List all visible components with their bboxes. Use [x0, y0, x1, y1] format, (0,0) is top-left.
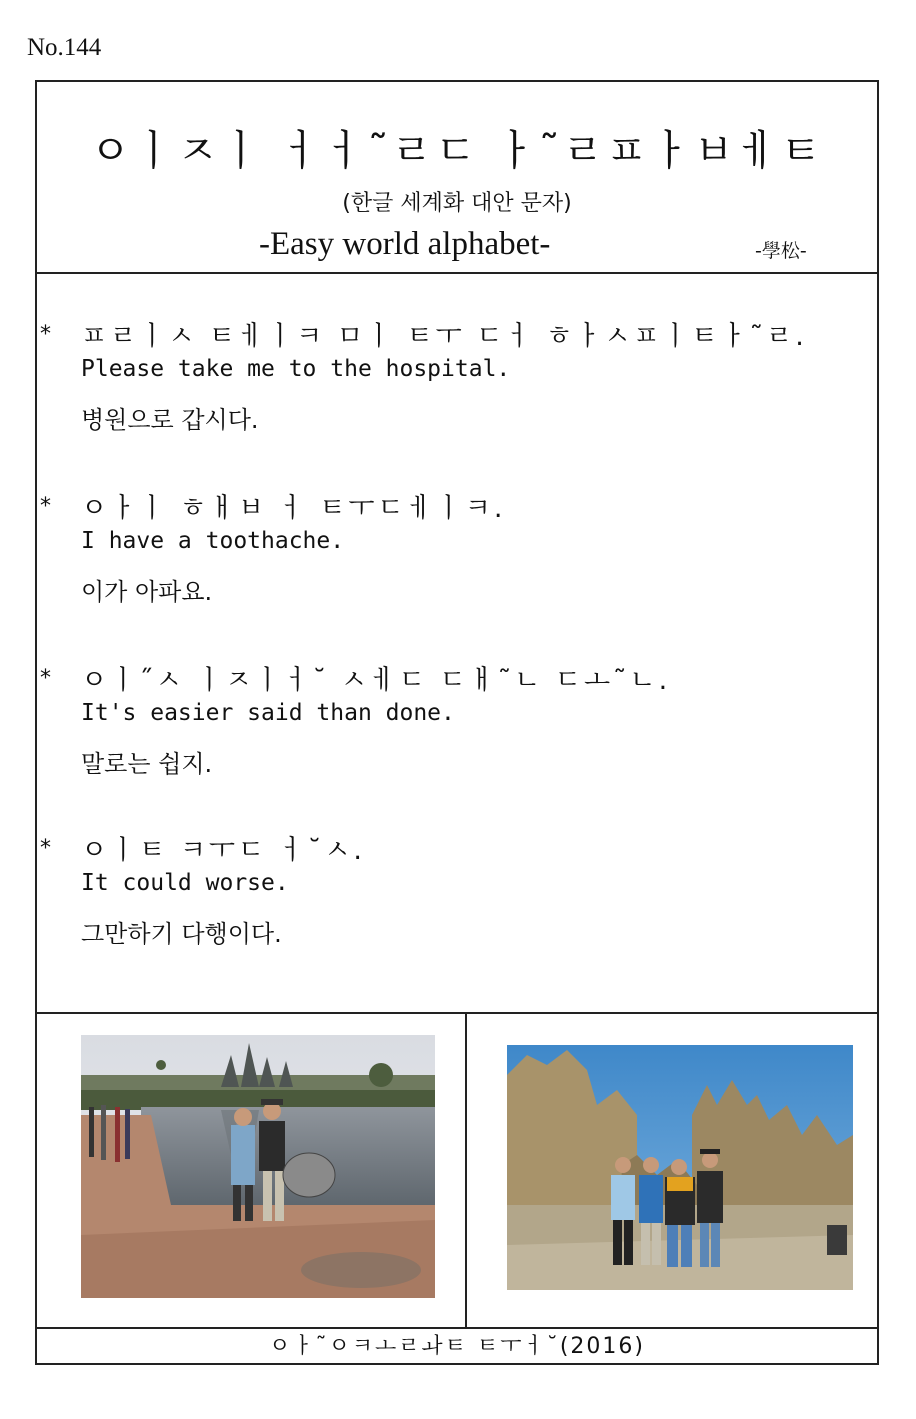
photo-divider [465, 1012, 467, 1327]
phrase-korean: 말로는 쉽지. [81, 750, 213, 778]
phrase-english: Please take me to the hospital. [81, 356, 511, 382]
page-number: No.144 [27, 34, 102, 61]
phrase-script: ㅇㅏㅣ ㅎㅐㅂ ㅓ ㅌㅜㄷㅔㅣㅋ. [81, 493, 506, 524]
bayon-temple-photo [507, 1045, 853, 1290]
bullet: * [40, 322, 51, 347]
phrase-list [37, 272, 877, 1014]
author-name: -學松- [755, 240, 807, 262]
bullet: * [40, 666, 51, 691]
bullet: * [40, 836, 51, 861]
footer-script: ㅇㅏ˜ㅇㅋㅗㄹㅘㅌ ㅌㅜㅓ˘ [269, 1334, 560, 1359]
phrase-script: ㅍㄹㅣㅅ ㅌㅔㅣㅋ ㅁㅣ ㅌㅜ ㄷㅓ ㅎㅏㅅㅍㅣㅌㅏ˜ㄹ. [81, 321, 807, 352]
photo-section [37, 1012, 877, 1329]
phrase-english: I have a toothache. [81, 528, 345, 554]
footer [37, 1329, 877, 1365]
header [37, 82, 877, 274]
temple-pond-image [81, 1035, 435, 1298]
phrase-korean: 병원으로 갑시다. [81, 406, 259, 434]
phrase-script: ㅇㅣㅌ ㅋㅜㄷ ㅓ˘ㅅ. [81, 835, 365, 866]
phrase-korean: 그만하기 다행이다. [81, 920, 282, 948]
page-subtitle: (한글 세계화 대안 문자) [342, 191, 572, 216]
phrase-english: It's easier said than done. [81, 700, 455, 726]
bullet: * [40, 494, 51, 519]
page-title: ㅇㅣㅈㅣ ㅓㅓ˜ㄹㄷ ㅏ˜ㄹㅍㅏㅂㅔㅌ [89, 126, 825, 175]
phrase-korean: 이가 아파요. [81, 578, 213, 606]
content-frame [35, 80, 879, 1365]
temple-pond-photo [81, 1035, 435, 1298]
english-title: -Easy world alphabet- [259, 226, 551, 262]
phrase-english: It could worse. [81, 870, 289, 896]
phrase-script: ㅇㅣ˝ㅅ ㅣㅈㅣㅓ˘ ㅅㅔㄷ ㄷㅐ˜ㄴ ㄷㅗ˜ㄴ. [81, 665, 671, 696]
footer-year: (2016) [559, 1334, 645, 1359]
bayon-temple-image [507, 1045, 853, 1290]
